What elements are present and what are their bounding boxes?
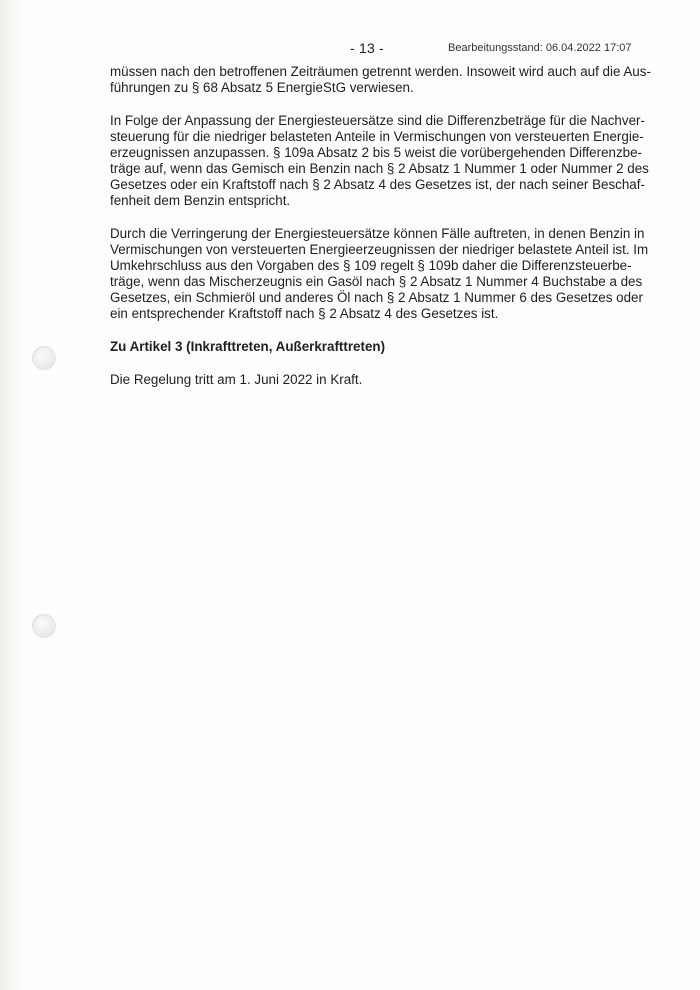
text-line: Gesetzes, ein Schmieröl und anderes Öl nach § 2 Absatz 1 Nummer 6 des Gesetzes oder bbox=[110, 290, 643, 305]
punch-hole bbox=[32, 346, 56, 370]
text-line: führungen zu § 68 Absatz 5 EnergieStG verwiesen. bbox=[110, 80, 414, 95]
text-line: träge auf, wenn das Gemisch ein Benzin nach § 2 Absatz 1 Nummer 1 oder Nummer 2 des bbox=[110, 161, 649, 176]
page-number: - 13 - bbox=[350, 40, 384, 56]
text-line: Umkehrschluss aus den Vorgaben des § 109 regelt § 109b daher die Differenzsteuerbe- bbox=[110, 258, 632, 273]
text-line: Vermischungen von versteuerten Energieerzeugnissen der niedriger belastete Anteil ist. Im bbox=[110, 242, 649, 257]
text-line: fenheit dem Benzin entspricht. bbox=[110, 193, 291, 208]
text-line: müssen nach den betroffenen Zeiträumen getrennt werden. Insoweit wird auch auf die Aus- bbox=[110, 64, 651, 79]
edit-status: Bearbeitungsstand: 06.04.2022 17:07 bbox=[448, 42, 632, 54]
section-heading: Zu Artikel 3 (Inkrafttreten, Außerkrafttreten) bbox=[110, 339, 386, 354]
text-line: Die Regelung tritt am 1. Juni 2022 in Kraft. bbox=[110, 372, 363, 387]
document-body bbox=[110, 64, 651, 405]
text-line: träge, wenn das Mischerzeugnis ein Gasöl nach § 2 Absatz 1 Nummer 4 Buchstabe a des bbox=[110, 274, 643, 289]
paragraph-3 bbox=[110, 226, 649, 322]
text-line: erzeugnissen anzupassen. § 109a Absatz 2 bis 5 weist die vorübergehenden Differenzbe- bbox=[110, 145, 643, 160]
paragraph-2 bbox=[110, 113, 649, 209]
page-header bbox=[0, 40, 700, 56]
text-line: steuerung für die niedriger belasteten Anteile in Vermischungen von versteuerten Energie- bbox=[110, 129, 644, 144]
closing-paragraph bbox=[110, 372, 630, 388]
text-line: ein entsprechender Kraftstoff nach § 2 Absatz 4 des Gesetzes ist. bbox=[110, 306, 499, 321]
text-line: In Folge der Anpassung der Energiesteuersätze sind die Differenzbeträge für die Nachver- bbox=[110, 113, 645, 128]
punch-hole bbox=[32, 614, 56, 638]
paragraph-1 bbox=[110, 64, 651, 96]
text-line: Durch die Verringerung der Energiesteuersätze können Fälle auftreten, in denen Benzin in bbox=[110, 226, 645, 241]
text-line: Gesetzes oder ein Kraftstoff nach § 2 Absatz 4 des Gesetzes ist, der nach seiner Beschaf- bbox=[110, 177, 645, 192]
